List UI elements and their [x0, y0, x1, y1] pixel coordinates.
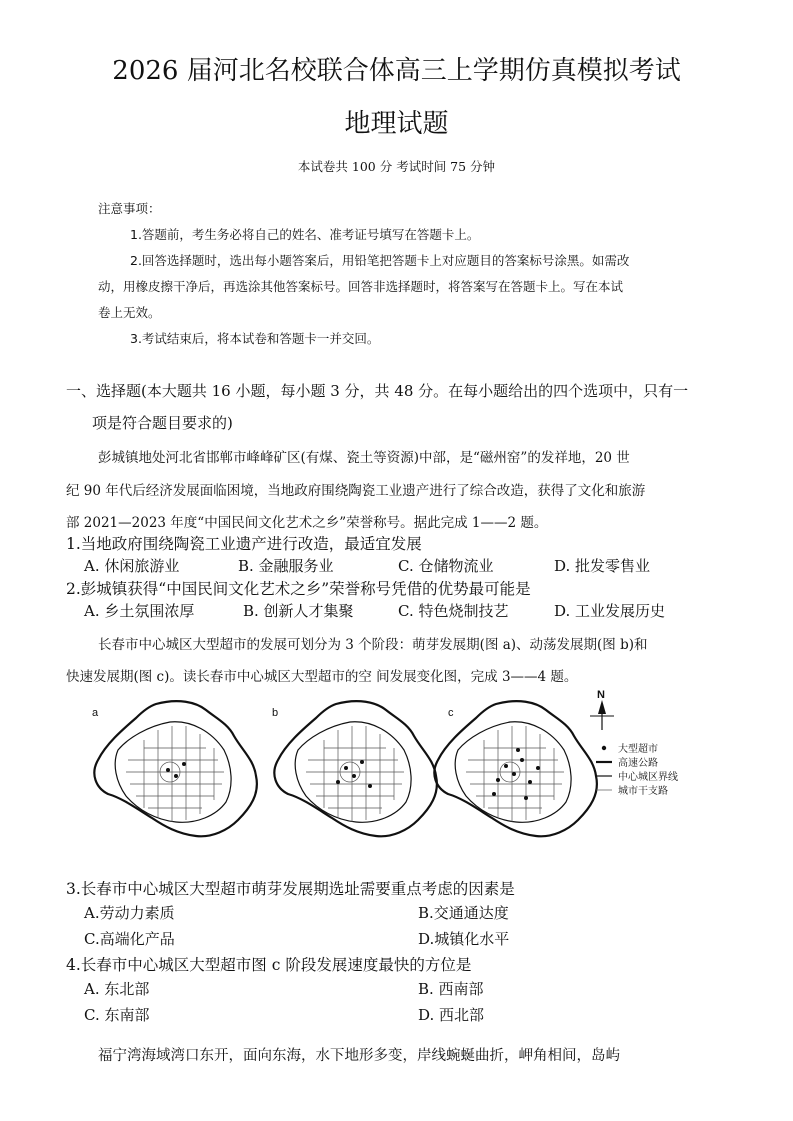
panel-label: c [448, 707, 454, 719]
section-heading: 一、选择题(本大题共 16 小题，每小题 3 分，共 48 分。在每小题给出的四个选项中，只有一 [66, 382, 689, 400]
passage-line: 长春市中心城区大型超市的发展可划分为 3 个阶段：萌芽发展期(图 a)、动荡发展期(图 b)和 [98, 637, 648, 653]
option-b: B.交通通达度 [418, 904, 509, 922]
option-b: B. 创新人才集聚 [243, 602, 354, 620]
option-b: B. 西南部 [418, 980, 484, 998]
option-a: A. 乡土氛围浓厚 [84, 602, 195, 620]
notes-item: 3.考试结束后，将本试卷和答题卡一并交回。 [130, 331, 380, 346]
legend-label: 高速公路 [618, 758, 658, 769]
option-d: D. 西北部 [418, 1006, 485, 1024]
question-stem: 4.长春市中心城区大型超市图 c 阶段发展速度最快的方位是 [66, 956, 472, 974]
option-c: C. 东南部 [84, 1006, 150, 1024]
option-b: B. 金融服务业 [238, 557, 334, 575]
option-d: D.城镇化水平 [418, 930, 510, 948]
legend-label: 中心城区界线 [618, 772, 678, 783]
notes-item: 2.回答选择题时，选出每小题答案后，用铅笔把答题卡上对应题目的答案标号涂黑。如需改 [130, 253, 630, 268]
section-heading-cont: 项是符合题目要求的) [92, 414, 233, 432]
option-c: C. 特色烧制技艺 [398, 602, 509, 620]
option-d: D. 批发零售业 [554, 557, 651, 575]
option-a: A. 休闲旅游业 [84, 557, 180, 575]
exam-info: 本试卷共 100 分 考试时间 75 分钟 [297, 159, 496, 174]
option-c: C. 仓储物流业 [398, 557, 494, 575]
question-stem: 2.彭城镇获得“中国民间文化艺术之乡”荣誉称号凭借的优势最可能是 [66, 580, 531, 598]
question-stem: 3.长春市中心城区大型超市萌芽发展期选址需要重点考虑的因素是 [66, 880, 515, 898]
supermarket-distribution-maps [78, 690, 718, 850]
passage-line: 彭城镇地处河北省邯郸市峰峰矿区(有煤、瓷土等资源)中部，是“磁州窑”的发祥地，20 世 [98, 450, 630, 466]
exam-subject-title: 地理试题 [344, 109, 449, 139]
option-c: C.高端化产品 [84, 930, 175, 948]
map-legend [596, 742, 678, 797]
legend-label: 大型超市 [618, 744, 658, 755]
passage-line: 纪 90 年代后经济发展面临困境，当地政府围绕陶瓷工业遗产进行了综合改造，获得了文化和旅游 [66, 483, 646, 499]
passage-line: 福宁湾海域湾口东开，面向东海，水下地形多变，岸线蜿蜒曲折，岬角相间，岛屿 [98, 1048, 620, 1064]
notes-item: 1.答题前，考生务必将自己的姓名、准考证号填写在答题卡上。 [130, 227, 480, 242]
notes-item: 卷上无效。 [98, 305, 161, 320]
option-d: D. 工业发展历史 [554, 602, 666, 620]
legend-label: 城市干支路 [618, 786, 668, 797]
compass-icon [590, 690, 614, 730]
notes-heading: 注意事项： [98, 201, 161, 216]
compass-label: N [597, 690, 605, 701]
passage-line: 部 2021—2023 年度“中国民间文化艺术之乡”荣誉称号。据此完成 1——2 题。 [66, 515, 548, 531]
exam-title: 2026 届河北名校联合体高三上学期仿真模拟考试 [112, 56, 681, 86]
passage-line: 快速发展期(图 c)。读长春市中心城区大型超市的空 间发展变化图，完成 3——4 题。 [66, 669, 578, 685]
notes-item: 动，用橡皮擦干净后，再选涂其他答案标号。回答非选择题时，将答案写在答题卡上。写在本试 [98, 279, 624, 294]
panel-label: a [92, 707, 99, 719]
panel-label: b [272, 707, 279, 719]
option-a: A. 东北部 [84, 980, 150, 998]
question-stem: 1.当地政府围绕陶瓷工业遗产进行改造，最适宜发展 [66, 535, 422, 553]
option-a: A.劳动力素质 [84, 904, 175, 922]
supermarket-marker-icon [602, 746, 606, 750]
